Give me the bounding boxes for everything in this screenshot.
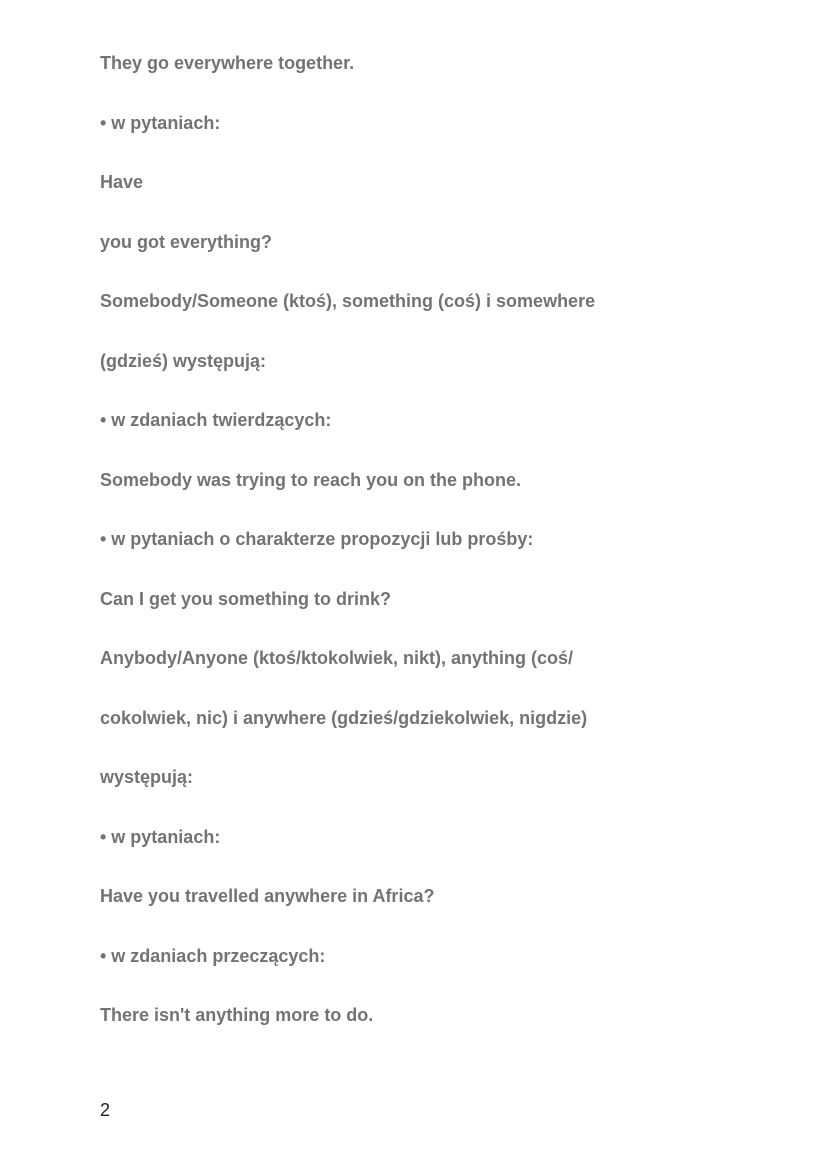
- text-line: you got everything?: [100, 232, 273, 252]
- text-line: Have: [100, 172, 144, 192]
- bullet-line: • w pytaniach o charakterze propozycji lub prośby:: [100, 529, 534, 549]
- text-line: występują:: [100, 767, 194, 787]
- text-line: Can I get you something to drink?: [100, 589, 392, 609]
- text-line: Somebody/Someone (ktoś), something (coś) i somewhere: [100, 291, 596, 311]
- bullet-line: • w pytaniach:: [100, 113, 221, 133]
- text-line: There isn't anything more to do.: [100, 1005, 374, 1025]
- bullet-line: • w zdaniach twierdzących:: [100, 410, 332, 430]
- bullet-line: • w pytaniach:: [100, 827, 221, 847]
- text-line: They go everywhere together.: [100, 53, 355, 73]
- text-line: (gdzieś) występują:: [100, 351, 267, 371]
- text-line: Somebody was trying to reach you on the phone.: [100, 470, 522, 490]
- text-line: Have you travelled anywhere in Africa?: [100, 886, 435, 906]
- bullet-line: • w zdaniach przeczących:: [100, 946, 326, 966]
- page-number: 2: [100, 1100, 111, 1120]
- text-line: Anybody/Anyone (ktoś/ktokolwiek, nikt), anything (coś/: [100, 648, 574, 668]
- text-line: cokolwiek, nic) i anywhere (gdzieś/gdziekolwiek, nigdzie): [100, 708, 588, 728]
